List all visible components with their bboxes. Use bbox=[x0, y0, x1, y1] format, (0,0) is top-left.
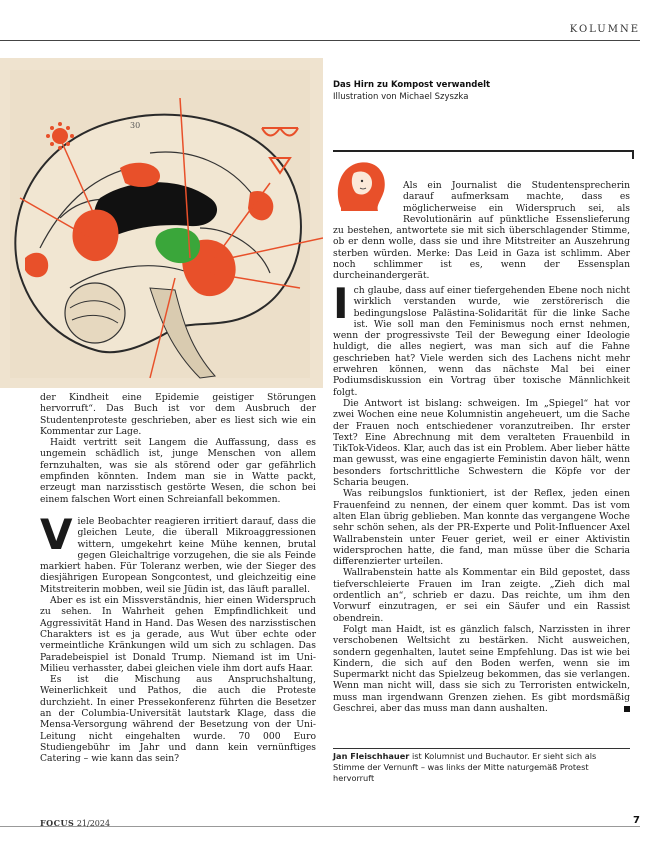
bio-rule bbox=[333, 748, 630, 749]
paragraph-text: Folgt man Haidt, ist es gänzlich falsch, Narzissten in ihrer verschobenen Weltsicht zu bestärken. Nicht ausweichen, sondern gegenhalten, lautet seine Empfehlung. Das ist wie bei Kindern, die sich auf den Boden werfen, wenn sie im Supermarkt nicht das Spielzeug bekommen, das sie verlangen. Wenn man nicht will, dass sie sich zu Terroristen entwickeln, muss man irgendwann Grenzen ziehen. Es gibt mordsmäßig Geschrei, aber das muss man dann aushalten. bbox=[333, 623, 630, 714]
brain-drawing bbox=[0, 58, 323, 388]
end-mark bbox=[624, 706, 630, 712]
paragraph bbox=[333, 624, 630, 714]
illustration-credit: Illustration von Michael Szyszka bbox=[333, 92, 469, 102]
paragraph: Es ist die Mischung aus Anspruchshaltung, Weinerlichkeit und Pathos, die auch die Proteste durchzieht. In einer Pressekonferenz führten die Besetzer an der Columbia-Universität lautstark Klage, dass die Mensa-Versorgung während der Besetzung von der Uni-Leitung nicht eingehalten wurde. 70 000 Euro Studiengebühr im Jahr und dann kein vernünftiges Catering – wie kann das sein? bbox=[40, 674, 316, 765]
paragraph: der Kindheit eine Epidemie geistiger Störungen hervorruft“. Das Buch ist vor dem Ausbruch der Studentenproteste geschrieben, aber es liest sich wie ein Kommentar zur Lage. bbox=[40, 392, 316, 437]
brain-illustration bbox=[0, 58, 323, 388]
illustration-title: Das Hirn zu Kompost verwandelt bbox=[333, 80, 491, 90]
intro-text: Als ein Journalist die Studentensprecherin darauf aufmerksam machte, dass es möglicherweise ein Widerspruch sei, als Revolutionärin auf pünktliche Essenslieferung zu bestehen, antwortete sie mit sich überschlagender Stimme, ob er denn wolle, dass sie und ihre Mitstreiter an Auszehrung sterben würden. Merke: Das Leid in Gaza ist schlimm. Aber noch schlimmer ist es, wenn der Essensplan durcheinandergerät. bbox=[333, 180, 630, 282]
section-label: KOLUMNE bbox=[569, 24, 640, 35]
author-name: Jan Fleischhauer bbox=[333, 751, 410, 761]
left-column bbox=[40, 392, 316, 765]
paragraph-text: iele Beobachter reagieren irritiert darauf, dass die gleichen Leute, die überall Mikroaggressionen wittern, umgekehrt keine Mühe kennen, brutal gegen Gleichaltrige vorzugehen, die sie als Feinde markiert haben. Für Toleranz werben, wie der Sieger des diesjährigen European Songcontest, und gleichzeitig eine Mitstreiterin mobben, weil sie Jüdin ist, das läuft parallel. bbox=[40, 515, 316, 595]
paragraph: Wallrabenstein hatte als Kommentar ein Bild gepostet, dass tiefverschleierte Frauen im Iran zeigte. „Zieh dich mal ordentlich an“, schrieb er dazu. Das reichte, um ihm den Vorwurf einzutragen, er sei ein Säufer und ein Rassist obendrein. bbox=[333, 567, 630, 624]
footer-issue bbox=[40, 818, 110, 828]
top-rule bbox=[0, 40, 640, 41]
magazine-name: FOCUS bbox=[40, 818, 75, 828]
paragraph-text: ch glaube, dass auf einer tiefergehenden Ebene noch nicht wirklich verstanden wurde, wie zerstörerisch die bedingungslose Palästina-Solidarität für die linke Sache ist. Wie soll man den Feminismus noch ernst nehmen, wenn der progressivste Teil der Bewegung einer Ideologie huldigt, die alles negiert, was man sich auf die Fahne geschrieben hat? Viele werden sich des Lachens nicht mehr erwehren können, wenn das nächste Mal bei einer Podiumsdiskussion ein Vortrag über toxische Männlichkeit folgt. bbox=[333, 285, 630, 398]
issue-number: 21/2024 bbox=[76, 819, 111, 828]
paragraph-with-dropcap bbox=[333, 279, 630, 398]
author-bio bbox=[333, 751, 630, 784]
illustration-page-label: 30 bbox=[130, 121, 141, 130]
paragraph: Die Antwort ist bislang: schweigen. Im „Spiegel“ hat vor zwei Wochen eine neue Kolumnistin angeheuert, um die Sache der Frauen noch entschiedener voranzutreiben. Ihr erster Text? Eine Abrechnung mit dem veralteten Frauenbild in TikTok-Videos. Klar, auch das ist ein Problem. Aber lieber hätte man gewusst, was eine engagierte Feministin davon hält, wenn besonders fortschrittliche Schwestern die Köpfe vor der Scharia beugen. bbox=[333, 397, 630, 489]
right-column bbox=[333, 279, 630, 714]
paragraph: Was reibungslos funktioniert, ist der Reflex, jeden einen Frauenfeind zu nennen, der einem quer kommt. Das ist vom alten Elan übrig geblieben. Man konnte das vergangene Woche sehr schön sehen, als der PR-Experte und Polit-Influencer Axel Wallrabenstein unter Feuer geriet, weil er einer Aktivistin widersprochen hatte, die fand, man müsse über die Scharia differenzierter urteilen. bbox=[333, 488, 630, 568]
box-rule-corner bbox=[632, 150, 634, 159]
paragraph: Aber es ist ein Missverständnis, hier einen Widerspruch zu sehen. In Wahrheit gehen Empfindlichkeit und Aggressivität Hand in Hand. Das Wesen des narzisstischen Charakters ist es ja gerade, aus Wut über echte oder vermeintliche Kränkungen wild um sich zu schlagen. Das Paradebeispiel ist Donald Trump. Niemand ist im Uni-Milieu verhasster, dabei gleichen viele ihm dort aufs Haar. bbox=[40, 595, 316, 674]
paragraph-with-dropcap bbox=[40, 509, 316, 595]
dropcap: V bbox=[40, 509, 73, 559]
box-rule bbox=[333, 150, 633, 152]
dropcap: I bbox=[333, 279, 349, 328]
author-bio-text: ist Kolumnist und Buchautor. Er sieht sich als Stimme der Vernunft – was links der Mitte naturgemäß Protest hervorruft bbox=[333, 751, 597, 783]
paragraph: Haidt vertritt seit Langem die Auffassung, dass es ungemein schädlich ist, junge Menschen von allem fernzuhalten, was sie als störend oder gar gefährlich empfinden könnten. Indem man sie in Watte packt, erzeugt man narzisstisch gestörte Wesen, die schon bei einem falschen Wort einen Schreianfall bekommen. bbox=[40, 437, 316, 505]
page-number: 7 bbox=[633, 815, 640, 826]
intro-block bbox=[333, 180, 630, 282]
